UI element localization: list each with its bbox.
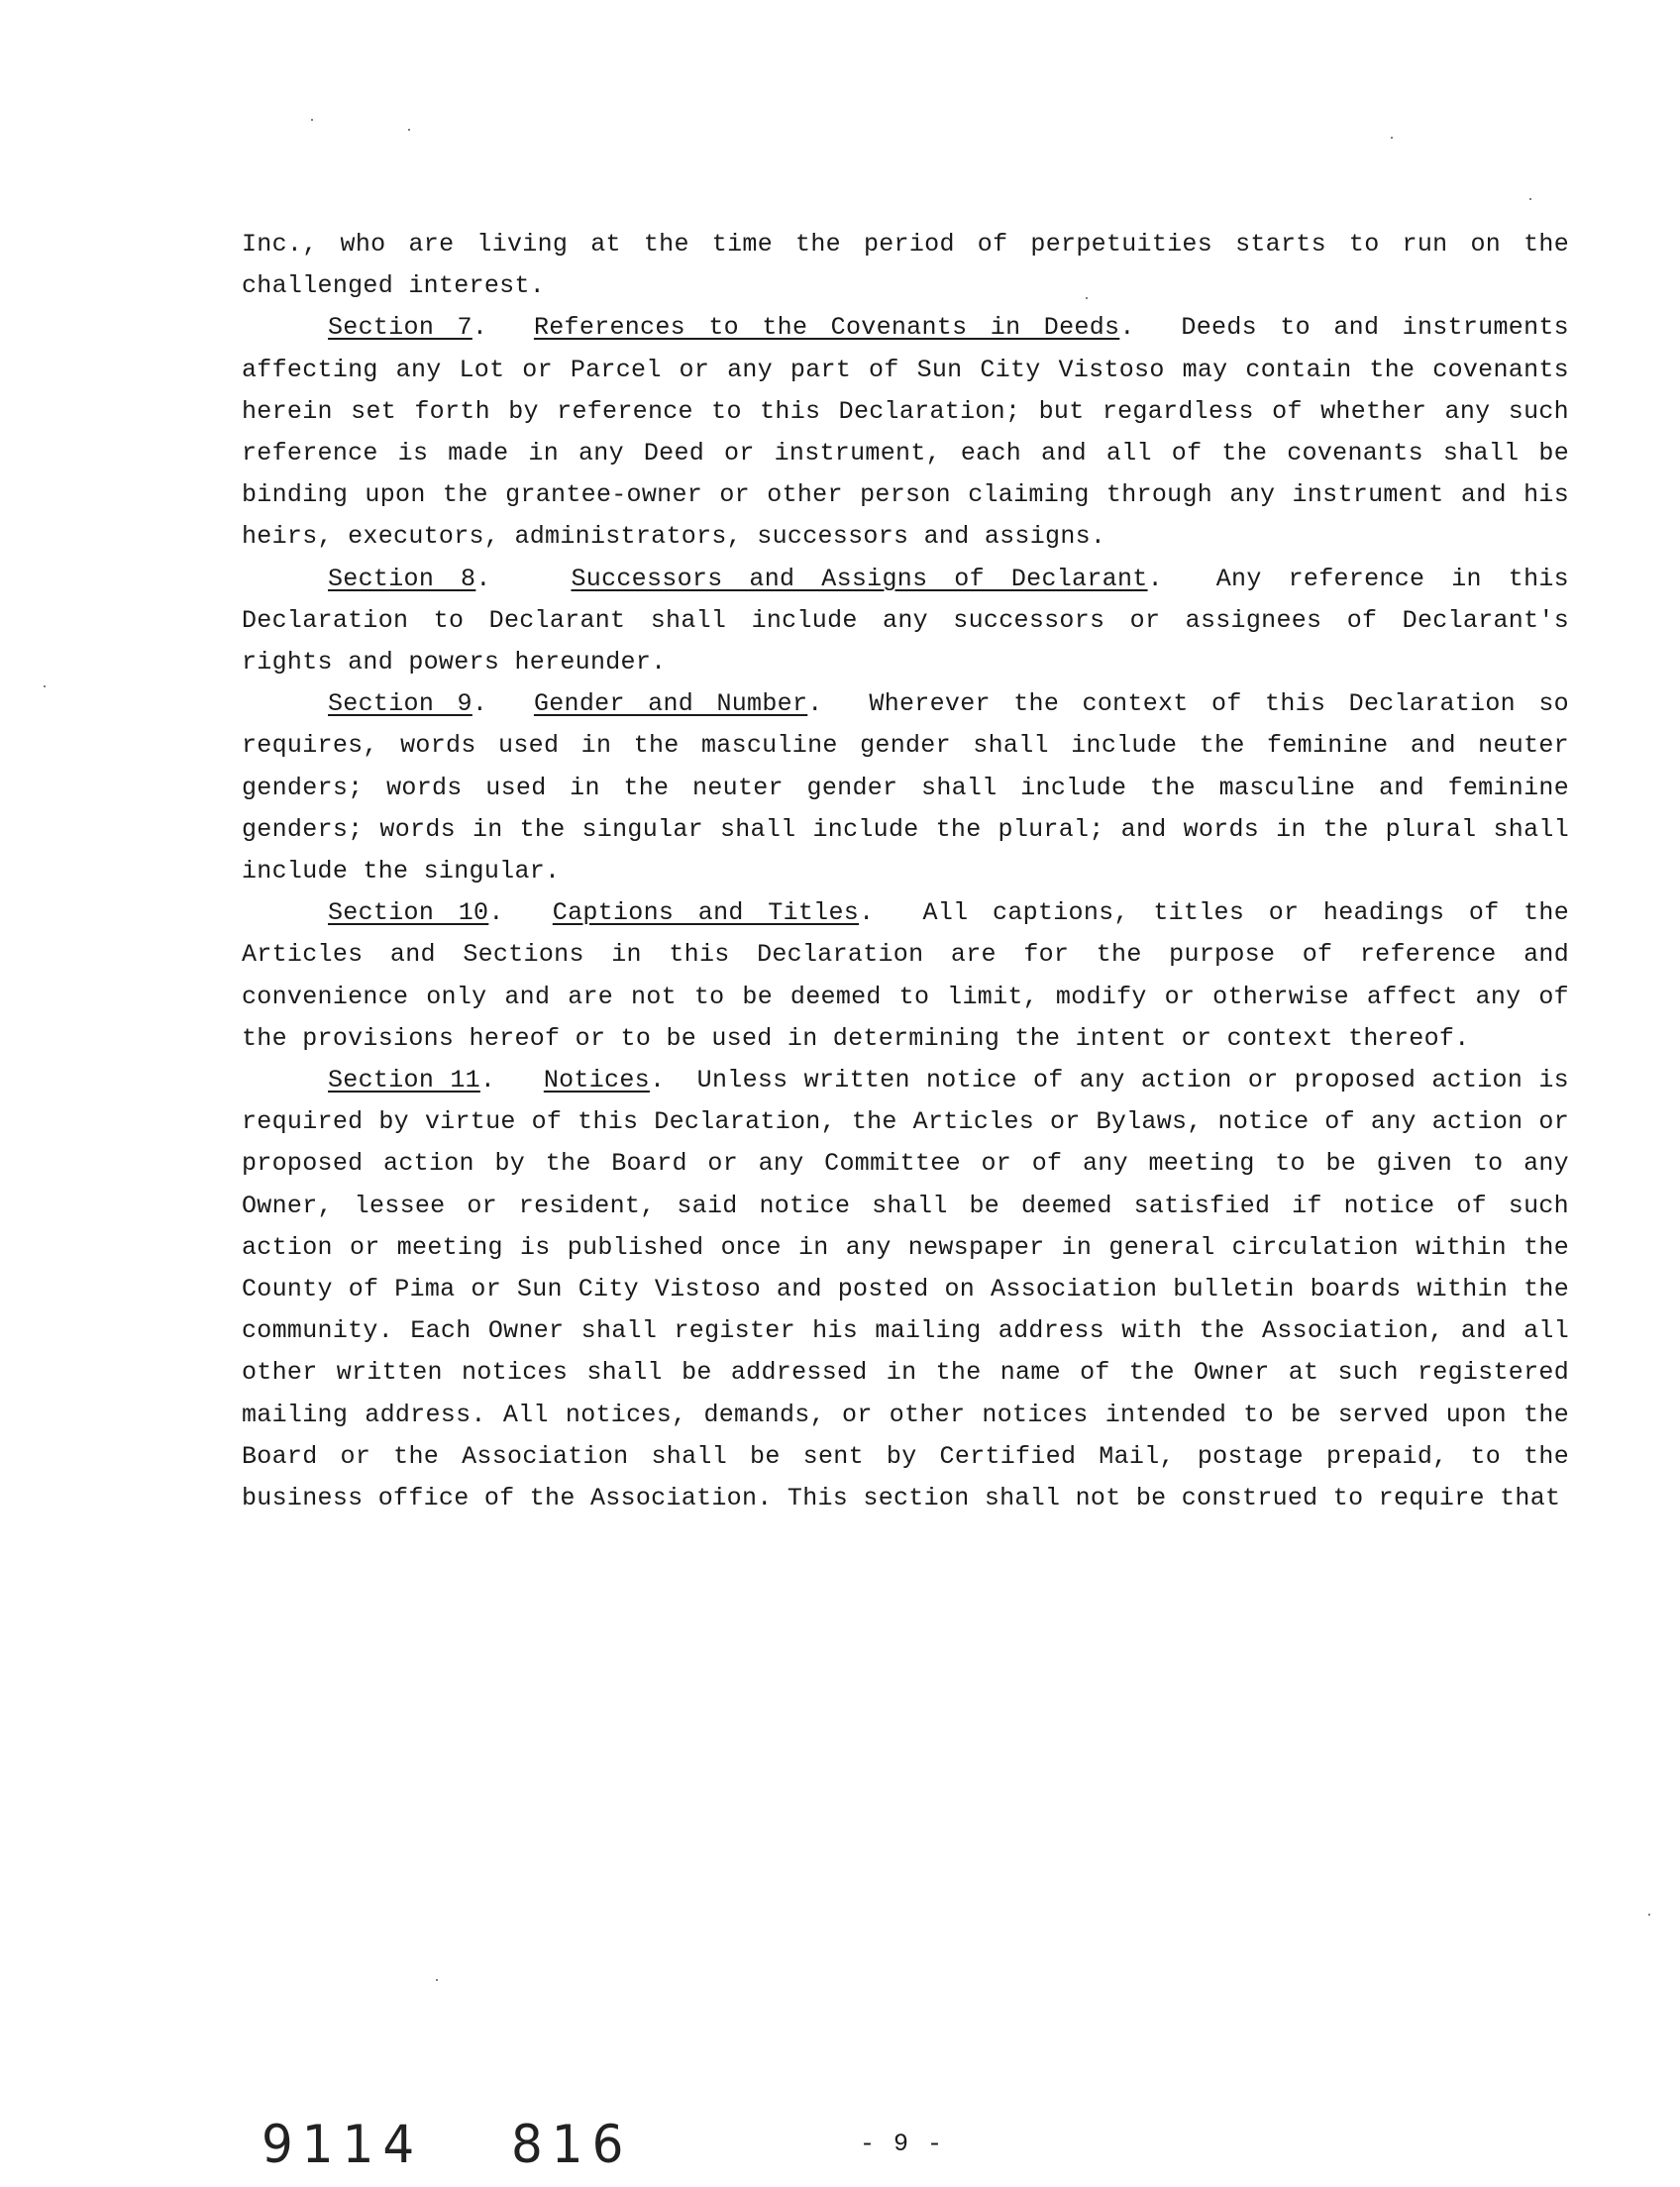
scan-speck bbox=[1086, 297, 1088, 299]
document-body bbox=[242, 224, 1569, 1519]
opening-paragraph bbox=[242, 224, 1569, 307]
section-9-body: Wherever the context of this Declaration so requires, words used in the masculine gender shall include the feminine and neuter genders; words used in the neuter gender shall include the masculine and feminine genders; words in the singular shall include the plural; and words in the plural shall include the singular. bbox=[242, 689, 1569, 886]
section-11-body: Unless written notice of any action or proposed action is required by virtue of this Declaration, the Articles or Bylaws, notice of any action or proposed action by the Board or any Committee or of any meeting to be given to any Owner, lessee or resident, said notice shall be deemed satisfied if notice of such action or meeting is published once in any newspaper in general circulation within the County of Pima or Sun City Vistoso and posted on Association bulletin boards within the community. Each Owner shall register his mailing address with the Association, and all other written notices shall be addressed in the name of the Owner at such registered mailing address. All notices, demands, or other notices intended to be served upon the Board or the Association shall be sent by Certified Mail, postage prepaid, to the business office of the Association. This section shall not be construed to require that bbox=[242, 1066, 1569, 1513]
section-8-title: Successors and Assigns of Declarant bbox=[571, 564, 1148, 593]
scan-speck bbox=[1529, 198, 1531, 200]
section-8-paragraph: Section 8. Successors and Assigns of Declarant. Any reference in this Declaration to Declarant shall include any successors or assignees of Declarant's rights and powers hereunder. bbox=[242, 564, 1569, 677]
section-7-title: References to the Covenants in Deeds bbox=[533, 313, 1120, 343]
section-9-label: Section 9 bbox=[328, 689, 472, 719]
section-7-body: Deeds to and instruments affecting any Lot or Parcel or any part of Sun City Vistoso may contain the covenants herein set forth by reference to this Declaration; but regardless of whether any such reference is made in any Deed or instrument, each and all of the covenants shall be binding upon the grantee-owner or other person claiming through any instrument and his heirs, executors, administrators, successors and assigns. bbox=[242, 313, 1569, 552]
scan-speck bbox=[1391, 137, 1393, 139]
section-10-title: Captions and Titles bbox=[552, 898, 860, 928]
opening-text: Inc., who are living at the time the period of perpetuities starts to run on the challenged interest. bbox=[242, 230, 1569, 301]
section-10-label: Section 10 bbox=[328, 898, 489, 928]
section-7-label: Section 7 bbox=[328, 313, 472, 343]
section-8-body: Any reference in this Declaration to Declarant shall include any successors or assignees of Declarant's rights and powers hereunder. bbox=[242, 564, 1569, 677]
section-11-title: Notices bbox=[543, 1066, 650, 1095]
section-10-body: All captions, titles or headings of the Articles and Sections in this Declaration are for the purpose of reference and convenience only and are not to be deemed to limit, modify or otherwise affect any of the provisions hereof or to be used in determining the intent or context thereof. bbox=[242, 898, 1569, 1053]
book-number-handwritten: 9114 bbox=[262, 2114, 424, 2175]
scan-speck bbox=[436, 1979, 438, 1981]
scan-speck bbox=[1648, 1914, 1650, 1916]
section-9-paragraph: Section 9. Gender and Number. Wherever the context of this Declaration so requires, words used in the masculine gender shall include the feminine and neuter genders; words used in the neuter gender shall include the masculine and feminine genders; words in the singular shall include the plural; and words in the plural shall include the singular. bbox=[242, 689, 1569, 886]
scan-speck bbox=[44, 685, 46, 687]
section-9-title: Gender and Number bbox=[533, 689, 808, 719]
page-ref-handwritten: 816 bbox=[511, 2114, 633, 2175]
section-10-paragraph: Section 10. Captions and Titles. All captions, titles or headings of the Articles and Sections in this Declaration are for the purpose of reference and convenience only and are not to be deemed to limit, modify or otherwise affect any of the provisions hereof or to be used in determining the intent or context thereof. bbox=[242, 898, 1569, 1053]
scan-speck bbox=[408, 129, 410, 131]
section-7-paragraph: Section 7. References to the Covenants in Deeds. Deeds to and instruments affecting any Lot or Parcel or any part of Sun City Vistoso may contain the covenants herein set forth by reference to this Declaration; but regardless of whether any such reference is made in any Deed or instrument, each and all of the covenants shall be binding upon the grantee-owner or other person claiming through any instrument and his heirs, executors, administrators, successors and assigns. bbox=[242, 313, 1569, 552]
page-number: - 9 - bbox=[860, 2130, 945, 2158]
scan-speck bbox=[311, 119, 313, 121]
section-11-label: Section 11 bbox=[328, 1066, 480, 1095]
section-8-label: Section 8 bbox=[328, 564, 476, 593]
section-11-paragraph: Section 11. Notices. Unless written notice of any action or proposed action is required by virtue of this Declaration, the Articles or Bylaws, notice of any action or proposed action by the Board or any Committee or of any meeting to be given to any Owner, lessee or resident, said notice shall be deemed satisfied if notice of such action or meeting is published once in any newspaper in general circulation within the County of Pima or Sun City Vistoso and posted on Association bulletin boards within the community. Each Owner shall register his mailing address with the Association, and all other written notices shall be addressed in the name of the Owner at such registered mailing address. All notices, demands, or other notices intended to be served upon the Board or the Association shall be sent by Certified Mail, postage prepaid, to the business office of the Association. This section shall not be construed to require that bbox=[242, 1066, 1569, 1513]
